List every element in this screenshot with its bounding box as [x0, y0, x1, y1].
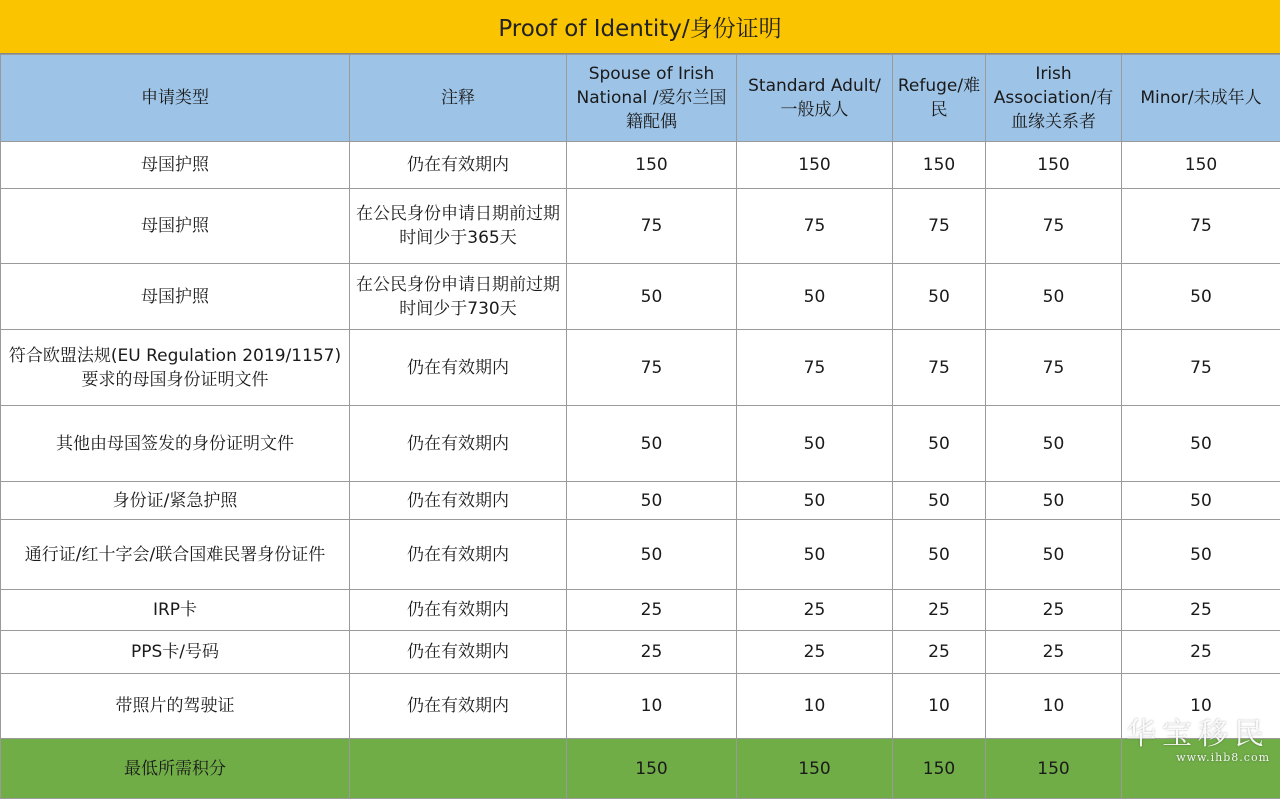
row-points: 50	[1122, 482, 1280, 520]
row-points: 75	[986, 189, 1122, 264]
header-spouse: Spouse of Irish National /爱尔兰国籍配偶	[567, 55, 737, 142]
header-minor: Minor/未成年人	[1122, 55, 1280, 142]
row-note: 在公民身份申请日期前过期时间少于730天	[350, 264, 567, 330]
row-points: 10	[986, 674, 1122, 739]
row-points: 50	[986, 406, 1122, 482]
row-points: 150	[567, 142, 737, 189]
row-note: 仍在有效期内	[350, 482, 567, 520]
row-points: 150	[986, 142, 1122, 189]
row-points: 50	[1122, 264, 1280, 330]
row-points: 10	[1122, 674, 1280, 739]
row-note: 仍在有效期内	[350, 590, 567, 631]
row-points: 50	[1122, 520, 1280, 590]
row-points: 25	[737, 631, 893, 674]
row-points: 10	[737, 674, 893, 739]
row-note: 仍在有效期内	[350, 674, 567, 739]
header-irish-association: Irish Association/有血缘关系者	[986, 55, 1122, 142]
row-points: 75	[893, 189, 986, 264]
row-points: 50	[986, 520, 1122, 590]
row-type: 其他由母国签发的身份证明文件	[1, 406, 350, 482]
table-row	[1, 590, 1280, 631]
table-title: Proof of Identity/身份证明	[0, 0, 1280, 54]
watermark	[1126, 718, 1270, 764]
row-points: 50	[567, 482, 737, 520]
table-row	[1, 142, 1280, 189]
row-note: 仍在有效期内	[350, 330, 567, 406]
row-points: 25	[567, 631, 737, 674]
table-row	[1, 330, 1280, 406]
row-points: 150	[893, 142, 986, 189]
row-points: 50	[893, 520, 986, 590]
row-points: 50	[893, 264, 986, 330]
watermark-text: 华宝移民	[1126, 718, 1270, 752]
row-points: 50	[1122, 406, 1280, 482]
row-type: 身份证/紧急护照	[1, 482, 350, 520]
table-row	[1, 264, 1280, 330]
table-row	[1, 482, 1280, 520]
row-points: 150	[1122, 142, 1280, 189]
row-points: 75	[567, 189, 737, 264]
row-points: 50	[737, 406, 893, 482]
footer-label: 最低所需积分	[1, 739, 350, 799]
row-type: IRP卡	[1, 590, 350, 631]
row-type: 符合欧盟法规(EU Regulation 2019/1157)要求的母国身份证明文件	[1, 330, 350, 406]
row-points: 50	[986, 482, 1122, 520]
row-points: 10	[567, 674, 737, 739]
watermark-url: www.ihb8.com	[1126, 752, 1270, 764]
footer-points: 150	[893, 739, 986, 799]
row-points: 25	[893, 631, 986, 674]
row-points: 50	[567, 264, 737, 330]
table-row	[1, 189, 1280, 264]
header-type: 申请类型	[1, 55, 350, 142]
row-note: 在公民身份申请日期前过期时间少于365天	[350, 189, 567, 264]
row-points: 50	[737, 482, 893, 520]
footer-points: 150	[737, 739, 893, 799]
row-points: 50	[893, 406, 986, 482]
row-type: 带照片的驾驶证	[1, 674, 350, 739]
row-points: 50	[567, 520, 737, 590]
row-points: 25	[893, 590, 986, 631]
row-points: 50	[567, 406, 737, 482]
row-points: 50	[893, 482, 986, 520]
header-refuge: Refuge/难民	[893, 55, 986, 142]
row-points: 25	[986, 590, 1122, 631]
row-points: 25	[567, 590, 737, 631]
table-row	[1, 406, 1280, 482]
row-points: 50	[986, 264, 1122, 330]
row-note: 仍在有效期内	[350, 631, 567, 674]
table-row	[1, 674, 1280, 739]
row-points: 75	[986, 330, 1122, 406]
row-points: 75	[1122, 189, 1280, 264]
row-points: 75	[1122, 330, 1280, 406]
row-type: 母国护照	[1, 142, 350, 189]
table-row	[1, 631, 1280, 674]
row-note: 仍在有效期内	[350, 142, 567, 189]
header-row	[1, 55, 1280, 142]
row-type: 母国护照	[1, 189, 350, 264]
row-type: PPS卡/号码	[1, 631, 350, 674]
footer-row	[1, 739, 1280, 799]
header-standard-adult: Standard Adult/一般成人	[737, 55, 893, 142]
row-points: 75	[737, 189, 893, 264]
row-type: 母国护照	[1, 264, 350, 330]
table-row	[1, 520, 1280, 590]
footer-note	[350, 739, 567, 799]
footer-points: 150	[567, 739, 737, 799]
footer-points: 150	[986, 739, 1122, 799]
header-note: 注释	[350, 55, 567, 142]
row-note: 仍在有效期内	[350, 520, 567, 590]
row-points: 150	[737, 142, 893, 189]
row-points: 50	[737, 264, 893, 330]
row-type: 通行证/红十字会/联合国难民署身份证件	[1, 520, 350, 590]
row-points: 75	[737, 330, 893, 406]
row-note: 仍在有效期内	[350, 406, 567, 482]
row-points: 75	[567, 330, 737, 406]
row-points: 50	[737, 520, 893, 590]
row-points: 25	[1122, 590, 1280, 631]
points-table	[0, 54, 1280, 799]
row-points: 75	[893, 330, 986, 406]
row-points: 25	[986, 631, 1122, 674]
row-points: 25	[1122, 631, 1280, 674]
row-points: 25	[737, 590, 893, 631]
row-points: 10	[893, 674, 986, 739]
